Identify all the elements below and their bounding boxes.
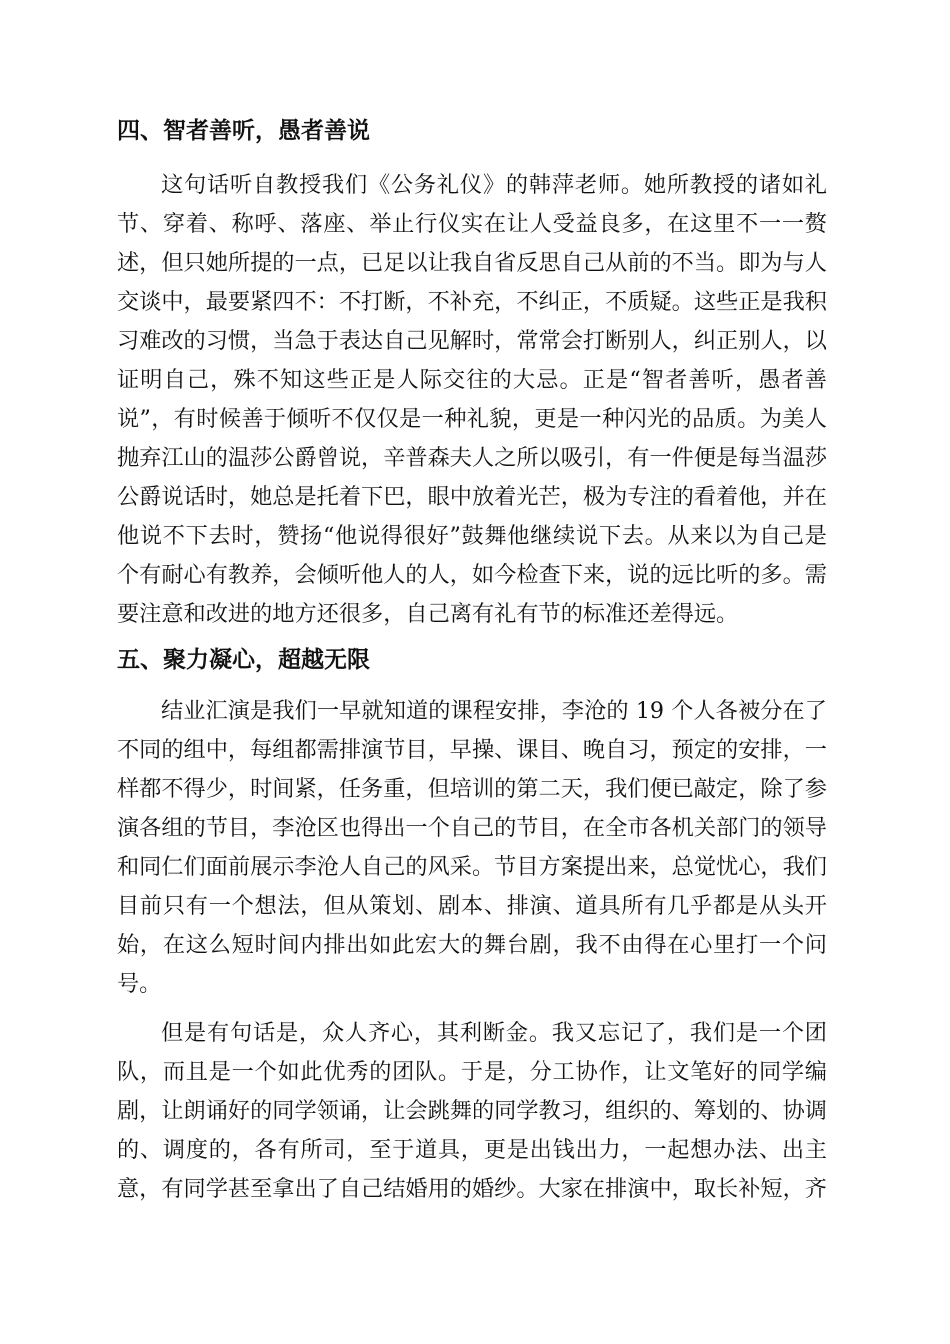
- paragraph-line: 演各组的节目，李沧区也得出一个自己的节目，在全市各机关部门的领导: [117, 815, 827, 841]
- paragraph-line: 交谈中，最要紧四不：不打断，不补充，不纠正，不质疑。这些正是我积: [117, 289, 827, 315]
- paragraph-line: 队，而且是一个如此优秀的团队。于是，分工协作，让文笔好的同学编: [117, 1059, 827, 1085]
- paragraph-line: 始，在这么短时间内排出如此宏大的舞台剧，我不由得在心里打一个问: [117, 932, 827, 958]
- section-heading-5: 五、聚力凝心，超越无限: [117, 646, 370, 673]
- paragraph-line: 节、穿着、称呼、落座、举止行仪实在让人受益良多，在这里不一一赘: [117, 211, 827, 237]
- paragraph-line: 样都不得少，时间紧，任务重，但培训的第二天，我们便已敲定，除了参: [117, 776, 827, 802]
- paragraph-line: 和同仁们面前展示李沧人自己的风采。节目方案提出来，总觉忧心，我们: [117, 854, 827, 880]
- paragraph-line: 号。: [117, 971, 162, 997]
- paragraph-line: 但是有句话是，众人齐心，其利断金。我又忘记了，我们是一个团: [161, 1020, 827, 1046]
- section-heading-4: 四、智者善听，愚者善说: [117, 117, 370, 144]
- paragraph-teamwork: [117, 1014, 827, 1209]
- paragraph-line: 要注意和改进的地方还很多，自己离有礼有节的标准还差得远。: [117, 601, 739, 627]
- paragraph-line: 不同的组中，每组都需排演节目，早操、课目、晚自习，预定的安排，一: [117, 737, 827, 763]
- paragraph-line: 他说不下去时，赞扬“他说得很好”鼓舞他继续说下去。从来以为自己是: [117, 523, 827, 549]
- paragraph-graduation-performance: [117, 692, 827, 1004]
- paragraph-line: 证明自己，殊不知这些正是人际交往的大忌。正是“智者善听，愚者善: [117, 367, 827, 393]
- paragraph-line: 个有耐心有教养，会倾听他人的人，如今检查下来，说的远比听的多。需: [117, 562, 827, 588]
- paragraph-active-listening: [117, 166, 827, 634]
- paragraph-line: 抛弃江山的温莎公爵曾说，辛普森夫人之所以吸引，有一件便是每当温莎: [117, 445, 827, 471]
- paragraph-line: 结业汇演是我们一早就知道的课程安排，李沧的 19 个人各被分在了: [161, 698, 827, 724]
- paragraph-line: 剧，让朗诵好的同学领诵，让会跳舞的同学教习，组织的、筹划的、协调: [117, 1098, 827, 1124]
- paragraph-line: 的、调度的，各有所司，至于道具，更是出钱出力，一起想办法、出主: [117, 1137, 827, 1163]
- paragraph-line: 意，有同学甚至拿出了自己结婚用的婚纱。大家在排演中，取长补短，齐: [117, 1176, 827, 1202]
- paragraph-line: 这句话听自教授我们《公务礼仪》的韩萍老师。她所教授的诸如礼: [161, 172, 827, 198]
- paragraph-line: 述，但只她所提的一点，已足以让我自省反思自己从前的不当。即为与人: [117, 250, 827, 276]
- paragraph-line: 说”，有时候善于倾听不仅仅是一种礼貌，更是一种闪光的品质。为美人: [117, 406, 827, 432]
- paragraph-line: 公爵说话时，她总是托着下巴，眼中放着光芒，极为专注的看着他，并在: [117, 484, 827, 510]
- paragraph-line: 目前只有一个想法，但从策划、剧本、排演、道具所有几乎都是从头开: [117, 893, 827, 919]
- paragraph-line: 习难改的习惯，当急于表达自己见解时，常常会打断别人，纠正别人，以: [117, 328, 827, 354]
